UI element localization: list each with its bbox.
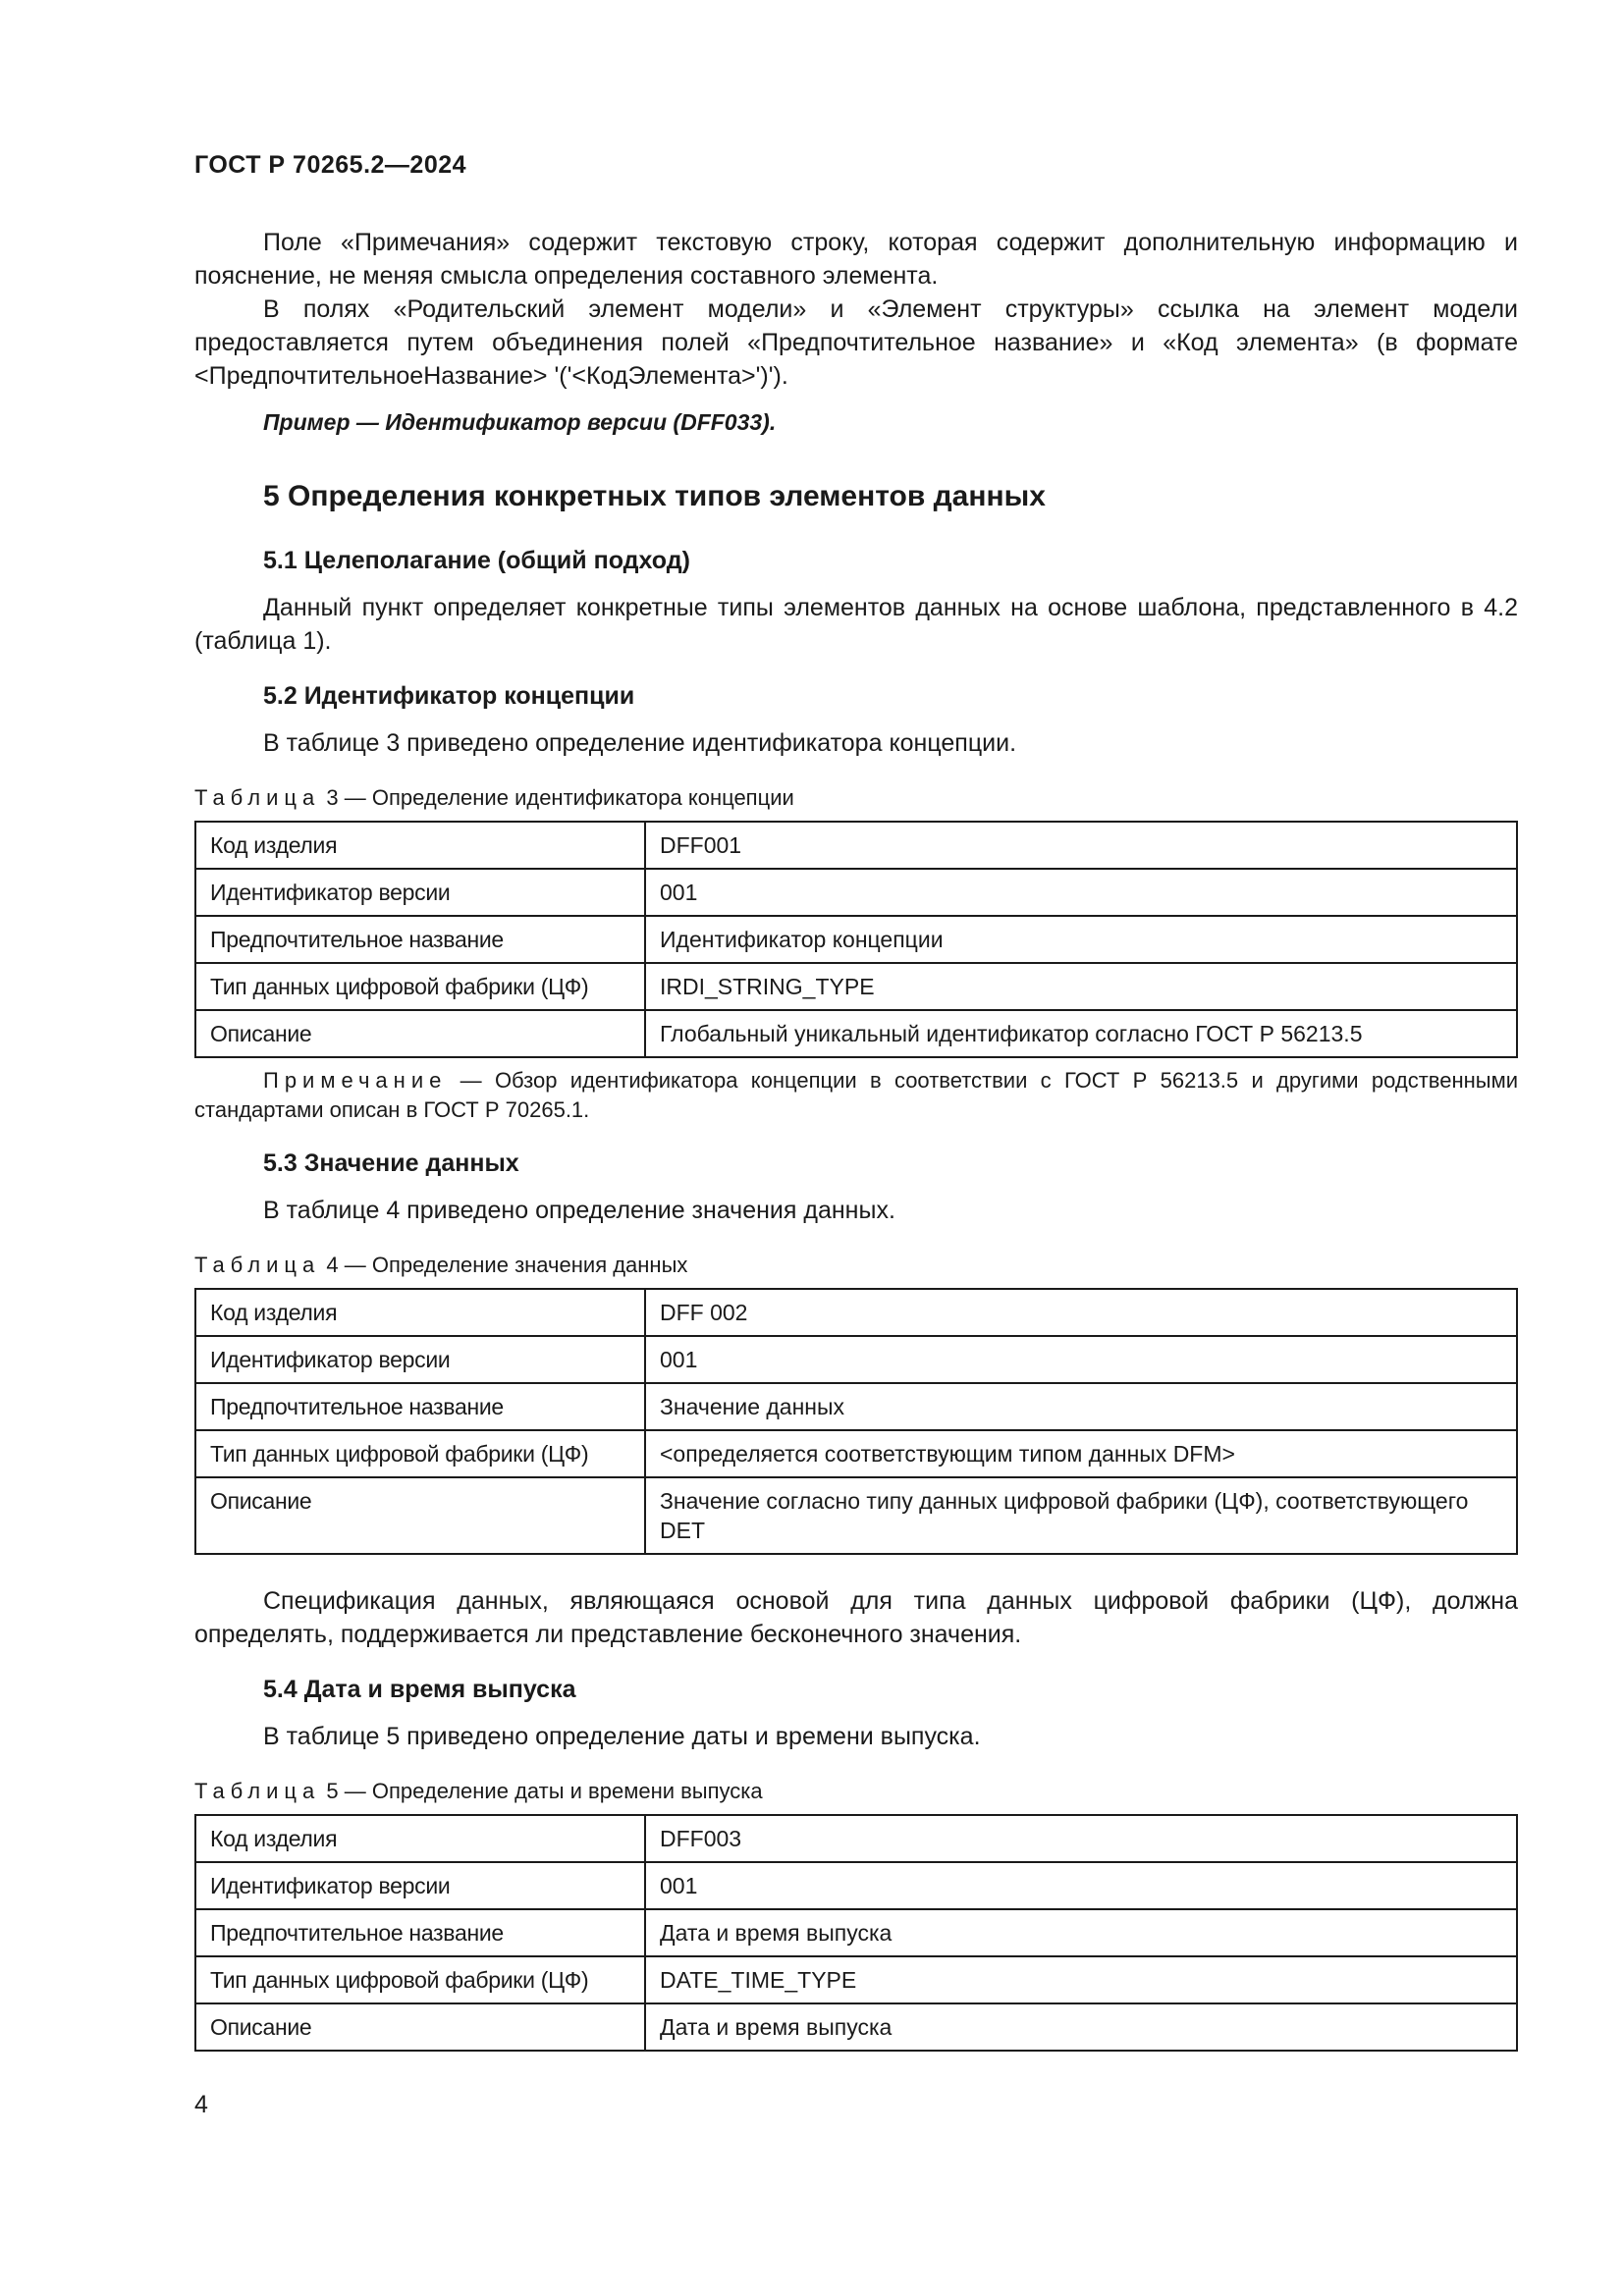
table-cell-value: DATE_TIME_TYPE bbox=[645, 1956, 1517, 2003]
table-cell-value: DFF 002 bbox=[645, 1289, 1517, 1336]
table-row bbox=[195, 963, 1517, 1010]
table-row bbox=[195, 1909, 1517, 1956]
table-4-caption-text: 4 — Определение значения данных bbox=[326, 1253, 688, 1277]
table-row bbox=[195, 1862, 1517, 1909]
section-5-2-text: В таблице 3 приведено определение идентификатора концепции. bbox=[263, 729, 1017, 757]
table-cell-key: Тип данных цифровой фабрики (ЦФ) bbox=[195, 1430, 645, 1477]
table-cell-key: Предпочтительное название bbox=[195, 916, 645, 963]
table-row bbox=[195, 1289, 1517, 1336]
table-cell-value: Глобальный уникальный идентификатор согласно ГОСТ Р 56213.5 bbox=[645, 1010, 1517, 1057]
table-5-caption-text: 5 — Определение даты и времени выпуска bbox=[326, 1779, 763, 1803]
table-cell-key: Предпочтительное название bbox=[195, 1909, 645, 1956]
note-label: Примечание bbox=[263, 1068, 448, 1093]
table-3-note bbox=[194, 1066, 1518, 1125]
table-cell-value: DFF003 bbox=[645, 1815, 1517, 1862]
intro-paragraph-fields: В полях «Родительский элемент модели» и «Элемент структуры» ссылка на элемент модели предоставляется путем объединения полей «Предпочтительное название» и «Код элемента» (в формате <ПредпочтительноеНазвание> '('<КодЭлемента>')'). bbox=[194, 295, 1518, 390]
table-cell-key: Тип данных цифровой фабрики (ЦФ) bbox=[195, 963, 645, 1010]
table-3 bbox=[194, 821, 1518, 1058]
table-cell-value: Значение данных bbox=[645, 1383, 1517, 1430]
intro-paragraph-notes: Поле «Примечания» содержит текстовую строку, которая содержит дополнительную информацию и пояснение, не меняя смысла определения составного элемента. bbox=[194, 229, 1518, 290]
section-5-title: 5 Определения конкретных типов элементов данных bbox=[263, 480, 1046, 512]
table-cell-key: Код изделия bbox=[195, 1815, 645, 1862]
note-text: — Обзор идентификатора концепции в соответствии с ГОСТ Р 56213.5 и другими родственными стандартами описан в ГОСТ Р 70265.1. bbox=[194, 1068, 1518, 1122]
table-cell-value: Дата и время выпуска bbox=[645, 1909, 1517, 1956]
table-row bbox=[195, 1383, 1517, 1430]
table-4-label: Таблица bbox=[194, 1253, 321, 1277]
table-cell-value: Значение согласно типу данных цифровой фабрики (ЦФ), соответствующего DET bbox=[645, 1477, 1517, 1554]
document-header: ГОСТ Р 70265.2—2024 bbox=[194, 151, 467, 179]
table-5-label: Таблица bbox=[194, 1779, 321, 1803]
section-5-1-title: 5.1 Целеполагание (общий подход) bbox=[263, 547, 690, 574]
section-5-1-text: Данный пункт определяет конкретные типы элементов данных на основе шаблона, представленного в 4.2 (таблица 1). bbox=[194, 594, 1518, 655]
table-3-caption-text: 3 — Определение идентификатора концепции bbox=[326, 785, 794, 810]
table-3-label: Таблица bbox=[194, 785, 321, 810]
table-cell-key: Описание bbox=[195, 2003, 645, 2051]
table-3-caption bbox=[194, 783, 1518, 813]
table-row bbox=[195, 1430, 1517, 1477]
table-row bbox=[195, 2003, 1517, 2051]
section-5-2-title: 5.2 Идентификатор концепции bbox=[263, 682, 635, 710]
table-cell-value: Идентификатор концепции bbox=[645, 916, 1517, 963]
table-cell-key: Описание bbox=[195, 1477, 645, 1554]
table-row bbox=[195, 1956, 1517, 2003]
example-text: Пример — Идентификатор версии (DFF033). bbox=[263, 409, 777, 435]
table-cell-value: DFF001 bbox=[645, 822, 1517, 869]
table-4 bbox=[194, 1288, 1518, 1555]
table-row bbox=[195, 822, 1517, 869]
table-cell-key: Идентификатор версии bbox=[195, 1336, 645, 1383]
table-cell-value: 001 bbox=[645, 869, 1517, 916]
table-4-caption bbox=[194, 1251, 1518, 1280]
table-row bbox=[195, 869, 1517, 916]
table-cell-value: 001 bbox=[645, 1862, 1517, 1909]
section-5-3-title: 5.3 Значение данных bbox=[263, 1149, 519, 1177]
table-row bbox=[195, 1477, 1517, 1554]
table-row bbox=[195, 1815, 1517, 1862]
table-row bbox=[195, 1010, 1517, 1057]
table-row bbox=[195, 916, 1517, 963]
table-cell-key: Идентификатор версии bbox=[195, 1862, 645, 1909]
table-cell-key: Тип данных цифровой фабрики (ЦФ) bbox=[195, 1956, 645, 2003]
table-cell-value: Дата и время выпуска bbox=[645, 2003, 1517, 2051]
table-cell-key: Код изделия bbox=[195, 1289, 645, 1336]
section-5-3-text: В таблице 4 приведено определение значения данных. bbox=[263, 1197, 895, 1224]
section-5-4-title: 5.4 Дата и время выпуска bbox=[263, 1676, 576, 1703]
table-cell-value: <определяется соответствующим типом данных DFM> bbox=[645, 1430, 1517, 1477]
section-5-3-after-text: Спецификация данных, являющаяся основой для типа данных цифровой фабрики (ЦФ), должна определять, поддерживается ли представление бесконечного значения. bbox=[194, 1587, 1518, 1648]
table-cell-key: Код изделия bbox=[195, 822, 645, 869]
table-cell-value: IRDI_STRING_TYPE bbox=[645, 963, 1517, 1010]
table-cell-key: Описание bbox=[195, 1010, 645, 1057]
table-5 bbox=[194, 1814, 1518, 2052]
table-row bbox=[195, 1336, 1517, 1383]
page-content bbox=[194, 226, 1518, 2052]
table-cell-key: Идентификатор версии bbox=[195, 869, 645, 916]
section-5-4-text: В таблице 5 приведено определение даты и времени выпуска. bbox=[263, 1723, 981, 1750]
table-cell-value: 001 bbox=[645, 1336, 1517, 1383]
table-5-caption bbox=[194, 1777, 1518, 1806]
page-number: 4 bbox=[194, 2091, 208, 2118]
table-cell-key: Предпочтительное название bbox=[195, 1383, 645, 1430]
